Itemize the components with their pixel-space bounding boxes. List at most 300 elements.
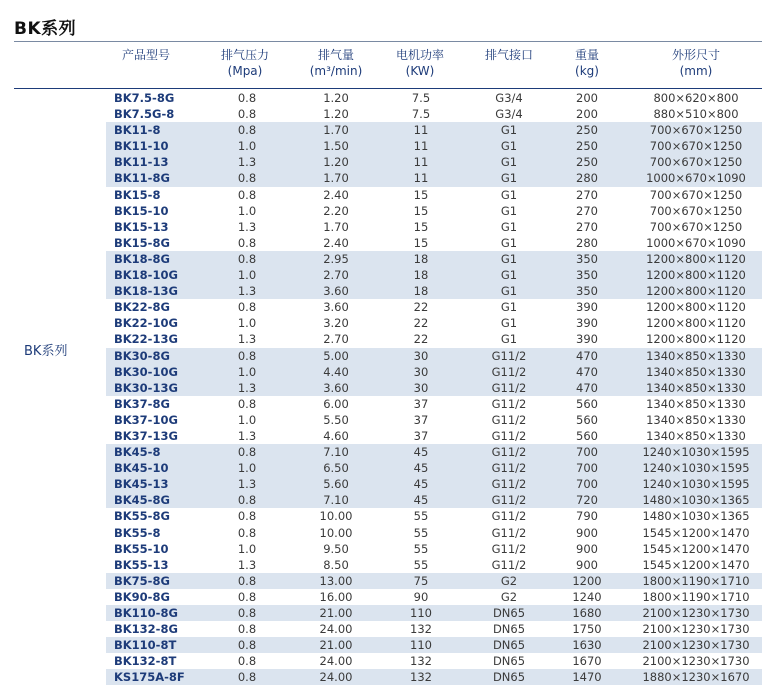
cell-power: 30 xyxy=(413,348,429,363)
cell-power: 55 xyxy=(413,541,429,556)
table-row xyxy=(106,267,762,283)
cell-power: 30 xyxy=(413,380,429,395)
cell-size: 1240×1030×1595 xyxy=(642,445,750,460)
cell-model: BK7.5G-8 xyxy=(114,107,175,122)
cell-flow: 5.60 xyxy=(323,477,349,492)
cell-size: 1000×670×1090 xyxy=(646,171,746,186)
cell-flow: 21.00 xyxy=(319,638,353,653)
cell-weight: 700 xyxy=(576,477,598,492)
cell-model: BK110-8T xyxy=(114,638,177,653)
header-size xyxy=(636,47,756,79)
cell-size: 1340×850×1330 xyxy=(646,380,746,395)
table-row xyxy=(106,170,762,186)
cell-port: G11/2 xyxy=(491,364,527,379)
cell-power: 110 xyxy=(410,638,432,653)
cell-weight: 280 xyxy=(576,171,598,186)
cell-flow: 1.70 xyxy=(323,219,349,234)
cell-size: 1200×800×1120 xyxy=(646,251,746,266)
cell-model: BK45-10 xyxy=(114,461,169,476)
cell-port: G1 xyxy=(500,300,518,315)
table-row xyxy=(106,364,762,380)
series-group-label: BK系列 xyxy=(24,344,68,359)
header-flow-label: 排气量 xyxy=(317,48,354,62)
cell-port: G11/2 xyxy=(491,557,527,572)
table-row xyxy=(106,476,762,492)
cell-power: 132 xyxy=(410,670,432,685)
header-size-label: 外形尺寸 xyxy=(671,48,720,62)
header-pressure-label: 排气压力 xyxy=(220,48,269,62)
cell-pressure: 0.8 xyxy=(237,654,257,669)
title-divider xyxy=(14,41,762,42)
cell-power: 37 xyxy=(413,396,429,411)
cell-flow: 7.10 xyxy=(323,493,349,508)
cell-pressure: 0.8 xyxy=(237,606,257,620)
table-row xyxy=(106,187,762,203)
table-row xyxy=(106,492,762,508)
cell-model: BK15-10 xyxy=(114,203,169,218)
cell-pressure: 1.3 xyxy=(237,477,257,492)
cell-weight: 250 xyxy=(576,139,598,154)
cell-model: BK132-8G xyxy=(114,622,178,637)
table-row xyxy=(106,525,762,541)
cell-flow: 1.20 xyxy=(323,91,349,105)
cell-pressure: 0.8 xyxy=(237,525,257,540)
cell-flow: 1.20 xyxy=(323,107,349,122)
cell-weight: 470 xyxy=(576,364,598,379)
table-row xyxy=(106,460,762,476)
cell-weight: 1670 xyxy=(572,654,602,669)
cell-size: 1200×800×1120 xyxy=(646,284,746,299)
table-row xyxy=(106,444,762,460)
cell-model: BK110-8G xyxy=(114,606,178,620)
header-weight-unit: (kg) xyxy=(575,64,599,78)
cell-model: BK18-13G xyxy=(114,284,178,299)
cell-flow: 10.00 xyxy=(319,525,353,540)
cell-flow: 10.00 xyxy=(319,509,353,524)
header-weight-label: 重量 xyxy=(574,48,599,62)
header-flow-unit: (m³/min) xyxy=(309,64,363,78)
table-row xyxy=(106,605,762,621)
cell-model: BK11-8G xyxy=(114,171,170,186)
cell-weight: 350 xyxy=(576,251,598,266)
cell-weight: 250 xyxy=(576,123,598,138)
cell-pressure: 0.8 xyxy=(237,348,257,363)
cell-pressure: 0.8 xyxy=(237,107,257,122)
cell-power: 22 xyxy=(413,332,429,347)
cell-size: 1200×800×1120 xyxy=(646,300,746,315)
cell-flow: 7.10 xyxy=(323,445,349,460)
cell-weight: 270 xyxy=(576,187,598,202)
cell-pressure: 0.8 xyxy=(237,493,257,508)
cell-weight: 250 xyxy=(576,155,598,170)
cell-port: DN65 xyxy=(492,606,526,620)
cell-size: 1545×1200×1470 xyxy=(642,541,750,556)
cell-flow: 6.50 xyxy=(323,461,349,476)
table-row xyxy=(106,637,762,653)
header-weight xyxy=(562,47,612,79)
cell-port: G1 xyxy=(500,219,518,234)
cell-weight: 900 xyxy=(576,525,598,540)
cell-port: G2 xyxy=(500,589,518,604)
cell-model: BK37-8G xyxy=(114,396,170,411)
table-row xyxy=(106,219,762,235)
cell-pressure: 1.0 xyxy=(237,364,257,379)
table-row xyxy=(106,508,762,524)
cell-port: G11/2 xyxy=(491,509,527,524)
table-row xyxy=(106,348,762,364)
cell-power: 90 xyxy=(413,589,429,604)
cell-pressure: 1.0 xyxy=(237,541,257,556)
cell-pressure: 1.3 xyxy=(237,219,257,234)
cell-flow: 24.00 xyxy=(319,670,353,685)
page-title: BK系列 xyxy=(14,19,77,39)
cell-size: 2100×1230×1730 xyxy=(642,654,750,669)
cell-flow: 2.95 xyxy=(323,251,349,266)
cell-flow: 24.00 xyxy=(319,622,353,637)
cell-pressure: 1.3 xyxy=(237,428,257,443)
header-power xyxy=(385,47,455,79)
cell-model: BK22-10G xyxy=(114,316,178,331)
cell-port: G1 xyxy=(500,332,518,347)
cell-flow: 8.50 xyxy=(323,557,349,572)
cell-pressure: 0.8 xyxy=(237,573,257,588)
cell-size: 1800×1190×1710 xyxy=(642,573,750,588)
cell-power: 15 xyxy=(413,235,429,250)
table-row xyxy=(106,235,762,251)
cell-model: BK55-8 xyxy=(114,525,161,540)
cell-port: G1 xyxy=(500,139,518,154)
cell-flow: 1.70 xyxy=(323,123,349,138)
cell-port: G11/2 xyxy=(491,428,527,443)
cell-weight: 200 xyxy=(576,107,598,122)
cell-weight: 1750 xyxy=(572,622,602,637)
cell-size: 880×510×800 xyxy=(653,107,739,122)
cell-model: BK22-13G xyxy=(114,332,178,347)
cell-flow: 4.60 xyxy=(323,428,349,443)
cell-flow: 2.20 xyxy=(323,203,349,218)
cell-flow: 21.00 xyxy=(319,606,353,620)
cell-model: BK11-13 xyxy=(114,155,169,170)
table-header xyxy=(0,47,775,87)
cell-port: DN65 xyxy=(492,654,526,669)
cell-power: 75 xyxy=(413,573,429,588)
cell-pressure: 0.8 xyxy=(237,622,257,637)
cell-power: 132 xyxy=(410,622,432,637)
table-row xyxy=(106,541,762,557)
cell-pressure: 0.8 xyxy=(237,91,257,105)
table-row xyxy=(106,315,762,331)
cell-size: 700×670×1250 xyxy=(649,219,743,234)
cell-flow: 13.00 xyxy=(319,573,353,588)
cell-weight: 270 xyxy=(576,203,598,218)
cell-size: 700×670×1250 xyxy=(649,187,743,202)
cell-pressure: 0.8 xyxy=(237,171,257,186)
cell-model: BK15-8G xyxy=(114,235,170,250)
cell-size: 1340×850×1330 xyxy=(646,364,746,379)
cell-weight: 790 xyxy=(576,509,598,524)
cell-weight: 1240 xyxy=(572,589,602,604)
cell-weight: 1630 xyxy=(572,638,602,653)
cell-power: 22 xyxy=(413,300,429,315)
cell-weight: 720 xyxy=(576,493,598,508)
header-flow xyxy=(296,47,376,79)
cell-model: BK30-13G xyxy=(114,380,178,395)
cell-flow: 4.40 xyxy=(323,364,349,379)
cell-flow: 3.20 xyxy=(323,316,349,331)
cell-power: 110 xyxy=(410,606,432,620)
cell-weight: 350 xyxy=(576,284,598,299)
cell-model: BK15-8 xyxy=(114,187,161,202)
cell-size: 1340×850×1330 xyxy=(646,396,746,411)
table-row xyxy=(106,90,762,106)
cell-flow: 1.20 xyxy=(323,155,349,170)
cell-port: DN65 xyxy=(492,670,526,685)
cell-size: 1000×670×1090 xyxy=(646,235,746,250)
cell-port: G1 xyxy=(500,123,518,138)
cell-pressure: 1.0 xyxy=(237,203,257,218)
cell-pressure: 1.3 xyxy=(237,284,257,299)
table-row xyxy=(106,557,762,573)
cell-weight: 1680 xyxy=(572,606,602,620)
cell-power: 7.5 xyxy=(411,91,431,105)
cell-flow: 2.40 xyxy=(323,235,349,250)
cell-flow: 2.40 xyxy=(323,187,349,202)
cell-flow: 3.60 xyxy=(323,300,349,315)
cell-weight: 390 xyxy=(576,300,598,315)
table-row xyxy=(106,251,762,267)
cell-model: BK15-13 xyxy=(114,219,169,234)
cell-model: BK45-8 xyxy=(114,445,161,460)
cell-power: 55 xyxy=(413,509,429,524)
cell-model: BK37-10G xyxy=(114,412,178,427)
table-row xyxy=(106,331,762,347)
cell-port: G11/2 xyxy=(491,380,527,395)
cell-power: 11 xyxy=(413,171,429,186)
cell-weight: 470 xyxy=(576,380,598,395)
cell-power: 22 xyxy=(413,316,429,331)
spec-table-body xyxy=(106,90,762,685)
cell-port: DN65 xyxy=(492,622,526,637)
cell-model: BK55-8G xyxy=(114,509,170,524)
table-row xyxy=(106,573,762,589)
cell-pressure: 0.8 xyxy=(237,638,257,653)
cell-port: G11/2 xyxy=(491,493,527,508)
cell-model: BK30-10G xyxy=(114,364,178,379)
cell-port: G1 xyxy=(500,171,518,186)
cell-model: BK18-10G xyxy=(114,268,178,283)
cell-weight: 700 xyxy=(576,445,598,460)
cell-weight: 470 xyxy=(576,348,598,363)
table-row xyxy=(106,106,762,122)
table-row xyxy=(106,621,762,637)
cell-flow: 9.50 xyxy=(323,541,349,556)
cell-power: 15 xyxy=(413,203,429,218)
cell-weight: 900 xyxy=(576,541,598,556)
cell-weight: 560 xyxy=(576,412,598,427)
cell-pressure: 0.8 xyxy=(237,187,257,202)
cell-pressure: 1.0 xyxy=(237,412,257,427)
cell-model: BK11-8 xyxy=(114,123,161,138)
cell-port: G11/2 xyxy=(491,445,527,460)
cell-port: G1 xyxy=(500,251,518,266)
header-port-label: 排气接口 xyxy=(484,48,533,62)
table-row xyxy=(106,428,762,444)
cell-port: G1 xyxy=(500,203,518,218)
table-row xyxy=(106,203,762,219)
cell-flow: 5.50 xyxy=(323,412,349,427)
cell-port: G1 xyxy=(500,284,518,299)
cell-model: BK18-8G xyxy=(114,251,170,266)
cell-power: 55 xyxy=(413,525,429,540)
header-power-unit: (KW) xyxy=(405,64,435,78)
cell-port: G11/2 xyxy=(491,396,527,411)
table-row xyxy=(106,589,762,605)
cell-size: 1240×1030×1595 xyxy=(642,461,750,476)
table-row xyxy=(106,380,762,396)
cell-power: 11 xyxy=(413,139,429,154)
cell-weight: 390 xyxy=(576,316,598,331)
cell-port: G2 xyxy=(500,573,518,588)
cell-flow: 24.00 xyxy=(319,654,353,669)
table-row xyxy=(106,154,762,170)
cell-power: 45 xyxy=(413,461,429,476)
header-pressure xyxy=(210,47,280,79)
cell-model: BK11-10 xyxy=(114,139,169,154)
cell-weight: 560 xyxy=(576,428,598,443)
cell-power: 18 xyxy=(413,251,429,266)
cell-pressure: 1.0 xyxy=(237,316,257,331)
cell-model: BK75-8G xyxy=(114,573,170,588)
cell-size: 1200×800×1120 xyxy=(646,316,746,331)
cell-power: 15 xyxy=(413,187,429,202)
cell-power: 30 xyxy=(413,364,429,379)
table-row xyxy=(106,669,762,685)
cell-port: G1 xyxy=(500,235,518,250)
cell-pressure: 0.8 xyxy=(237,300,257,315)
cell-pressure: 0.8 xyxy=(237,396,257,411)
cell-pressure: 1.3 xyxy=(237,380,257,395)
cell-pressure: 1.0 xyxy=(237,139,257,154)
cell-size: 2100×1230×1730 xyxy=(642,606,750,620)
cell-flow: 1.70 xyxy=(323,171,349,186)
cell-flow: 1.50 xyxy=(323,139,349,154)
cell-model: BK22-8G xyxy=(114,300,170,315)
cell-flow: 6.00 xyxy=(323,396,349,411)
table-row xyxy=(106,138,762,154)
cell-port: G11/2 xyxy=(491,541,527,556)
cell-model: BK132-8T xyxy=(114,654,177,669)
cell-model: BK37-13G xyxy=(114,428,178,443)
cell-power: 18 xyxy=(413,268,429,283)
cell-size: 1880×1230×1670 xyxy=(642,670,750,685)
cell-pressure: 0.8 xyxy=(237,445,257,460)
cell-port: DN65 xyxy=(492,638,526,653)
cell-pressure: 1.3 xyxy=(237,332,257,347)
cell-port: G11/2 xyxy=(491,412,527,427)
cell-port: G1 xyxy=(500,316,518,331)
cell-port: G1 xyxy=(500,268,518,283)
cell-power: 7.5 xyxy=(411,107,431,122)
cell-size: 1480×1030×1365 xyxy=(642,493,750,508)
cell-weight: 900 xyxy=(576,557,598,572)
cell-size: 1545×1200×1470 xyxy=(642,525,750,540)
cell-power: 37 xyxy=(413,412,429,427)
cell-model: KS175A-8F xyxy=(114,670,185,685)
header-pressure-unit: (Mpa) xyxy=(227,64,263,78)
cell-port: G11/2 xyxy=(491,461,527,476)
header-power-label: 电机功率 xyxy=(395,48,444,62)
cell-port: G1 xyxy=(500,187,518,202)
cell-size: 1200×800×1120 xyxy=(646,332,746,347)
header-divider xyxy=(14,88,762,89)
cell-weight: 200 xyxy=(576,91,598,105)
cell-model: BK55-13 xyxy=(114,557,169,572)
cell-weight: 270 xyxy=(576,219,598,234)
cell-power: 45 xyxy=(413,477,429,492)
cell-pressure: 1.0 xyxy=(237,268,257,283)
cell-weight: 560 xyxy=(576,396,598,411)
cell-pressure: 1.0 xyxy=(237,461,257,476)
table-row xyxy=(106,299,762,315)
cell-size: 700×670×1250 xyxy=(649,139,743,154)
header-size-unit: (mm) xyxy=(679,64,713,78)
cell-model: BK55-10 xyxy=(114,541,169,556)
cell-size: 700×670×1250 xyxy=(649,155,743,170)
cell-weight: 350 xyxy=(576,268,598,283)
cell-flow: 3.60 xyxy=(323,284,349,299)
cell-model: BK45-13 xyxy=(114,477,169,492)
cell-size: 1340×850×1330 xyxy=(646,412,746,427)
header-model xyxy=(106,47,186,63)
cell-size: 2100×1230×1730 xyxy=(642,638,750,653)
cell-pressure: 0.8 xyxy=(237,123,257,138)
cell-flow: 3.60 xyxy=(323,380,349,395)
cell-port: G11/2 xyxy=(491,477,527,492)
cell-flow: 2.70 xyxy=(323,268,349,283)
cell-size: 1480×1030×1365 xyxy=(642,509,750,524)
cell-pressure: 0.8 xyxy=(237,509,257,524)
cell-size: 800×620×800 xyxy=(653,91,739,105)
cell-power: 11 xyxy=(413,155,429,170)
cell-power: 132 xyxy=(410,654,432,669)
cell-model: BK45-8G xyxy=(114,493,170,508)
cell-size: 700×670×1250 xyxy=(649,203,743,218)
cell-flow: 2.70 xyxy=(323,332,349,347)
cell-size: 2100×1230×1730 xyxy=(642,622,750,637)
cell-size: 1800×1190×1710 xyxy=(642,589,750,604)
cell-size: 1545×1200×1470 xyxy=(642,557,750,572)
cell-power: 45 xyxy=(413,493,429,508)
cell-pressure: 0.8 xyxy=(237,670,257,685)
table-row xyxy=(106,396,762,412)
cell-power: 15 xyxy=(413,219,429,234)
cell-model: BK30-8G xyxy=(114,348,170,363)
cell-power: 55 xyxy=(413,557,429,572)
cell-weight: 1470 xyxy=(572,670,602,685)
cell-pressure: 0.8 xyxy=(237,235,257,250)
cell-size: 1240×1030×1595 xyxy=(642,477,750,492)
header-model-label: 产品型号 xyxy=(121,48,170,62)
cell-power: 11 xyxy=(413,123,429,138)
cell-power: 37 xyxy=(413,428,429,443)
cell-port: G1 xyxy=(500,155,518,170)
cell-size: 1340×850×1330 xyxy=(646,428,746,443)
cell-weight: 700 xyxy=(576,461,598,476)
table-row xyxy=(106,283,762,299)
cell-flow: 16.00 xyxy=(319,589,353,604)
cell-pressure: 0.8 xyxy=(237,251,257,266)
cell-port: G3/4 xyxy=(495,107,523,122)
